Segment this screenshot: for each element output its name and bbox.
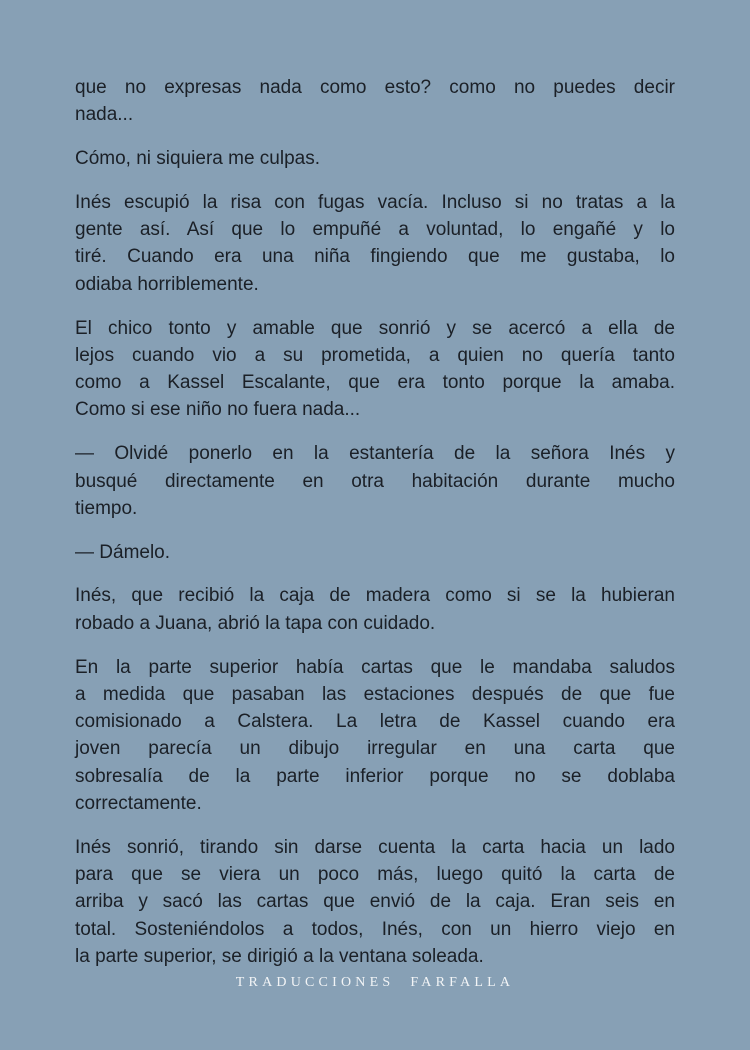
text-line: nada...	[75, 104, 134, 126]
text-line: comisionado a Calstera. La letra de Kassel cuando era	[75, 711, 675, 733]
text-line: tiré. Cuando era una niña fingiendo que me gustaba, lo	[75, 246, 675, 268]
text-line: — Olvidé ponerlo en la estantería de la señora Inés y	[75, 443, 675, 465]
footer-word: TRADUCCIONES	[235, 975, 395, 990]
text-line: Inés sonrió, tirando sin darse cuenta la carta hacia un lado	[75, 836, 675, 858]
text-line: Como si ese niño no fuera nada...	[75, 399, 361, 421]
text-line: que no expresas nada como esto? como no puedes decir	[75, 77, 675, 98]
text-line: Inés, que recibió la caja de madera como si se la hubieran	[75, 585, 675, 607]
paragraph	[75, 539, 675, 566]
paragraph	[75, 440, 675, 522]
text-line: total. Sosteniéndolos a todos, Inés, con un hierro viejo en	[75, 918, 675, 940]
paragraph	[75, 582, 675, 637]
text-line: — Dámelo.	[75, 541, 171, 563]
document-body	[75, 74, 675, 987]
paragraph	[75, 834, 675, 970]
text-line: robado a Juana, abrió la tapa con cuidado.	[75, 612, 436, 634]
text-line: lejos cuando vio a su prometida, a quien no quería tanto	[75, 344, 675, 366]
footer-credit	[0, 975, 750, 991]
text-line: sobresalía de la parte inferior porque no se doblaba	[75, 765, 675, 787]
text-line: correctamente.	[75, 793, 202, 815]
text-line: joven parecía un dibujo irregular en una carta que	[75, 738, 675, 760]
text-line: a medida que pasaban las estaciones después de que fue	[75, 683, 675, 705]
text-line: gente así. Así que lo empuñé a voluntad, lo engañé y lo	[75, 219, 675, 241]
text-line: para que se viera un poco más, luego quitó la carta de	[75, 864, 675, 886]
text-line: busqué directamente en otra habitación durante mucho	[75, 470, 675, 492]
paragraph	[75, 189, 675, 298]
footer-word: FARFALLA	[410, 975, 515, 990]
text-line: tiempo.	[75, 497, 138, 519]
text-line: El chico tonto y amable que sonrió y se acercó a ella de	[75, 317, 675, 339]
paragraph	[75, 315, 675, 424]
text-line: la parte superior, se dirigió a la ventana soleada.	[75, 946, 484, 968]
text-line: odiaba horriblemente.	[75, 273, 259, 295]
text-line: Cómo, ni siquiera me culpas.	[75, 148, 320, 170]
text-line: arriba y sacó las cartas que envió de la caja. Eran seis en	[75, 891, 675, 913]
text-line: como a Kassel Escalante, que era tonto porque la amaba.	[75, 372, 675, 394]
paragraph	[75, 74, 675, 129]
paragraph	[75, 654, 675, 818]
text-line: Inés escupió la risa con fugas vacía. Incluso si no tratas a la	[75, 191, 675, 213]
paragraph	[75, 145, 675, 172]
text-line: En la parte superior había cartas que le mandaba saludos	[75, 656, 675, 678]
